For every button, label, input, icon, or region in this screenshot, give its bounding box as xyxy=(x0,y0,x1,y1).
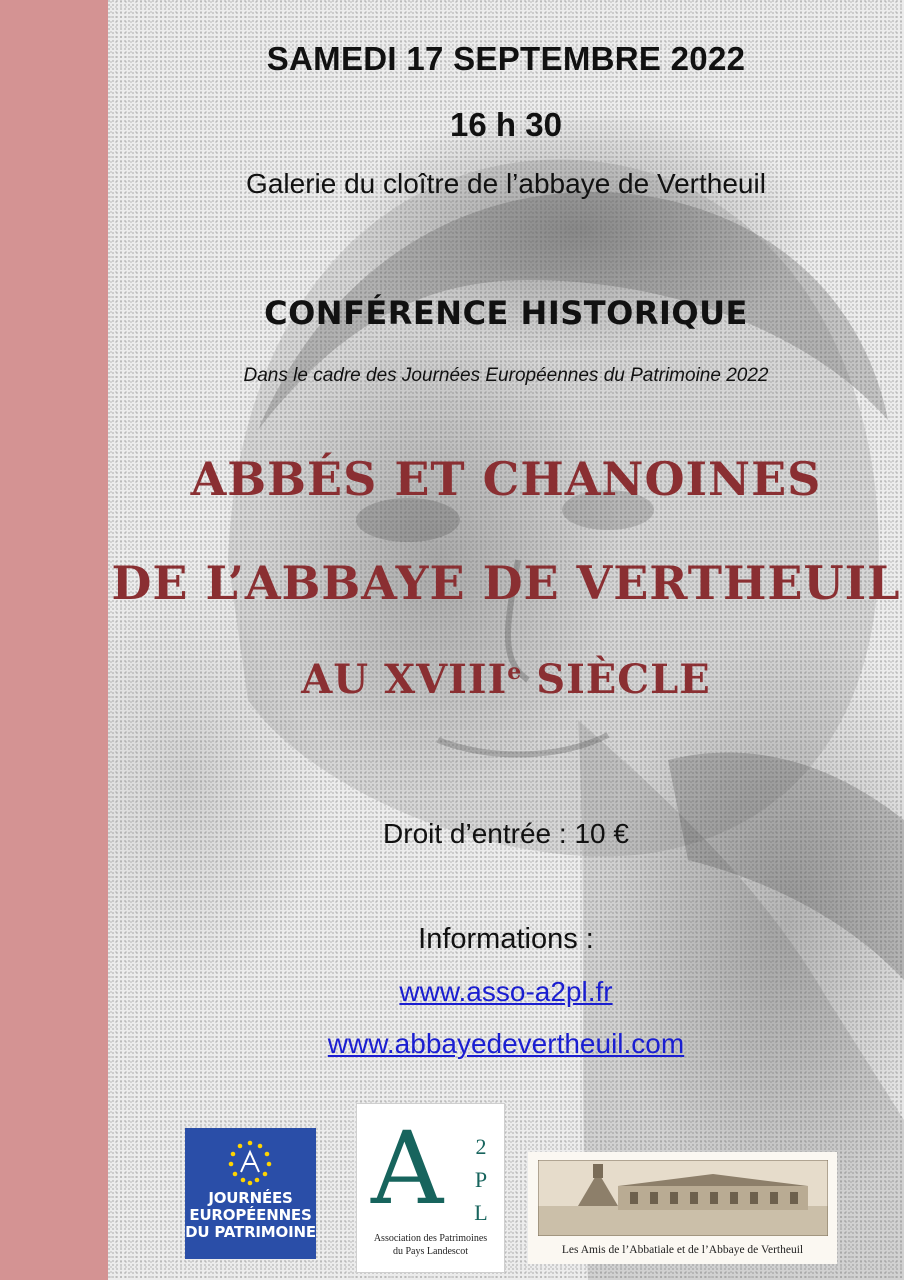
title-line-3-prefix: AU XVIII xyxy=(301,656,508,703)
link-row-2 xyxy=(108,1028,904,1060)
admission-price: Droit d’entrée : 10 € xyxy=(383,818,629,849)
jep-line-1: JOURNÉES xyxy=(208,1189,293,1207)
amis-abbaye-logo xyxy=(528,1152,837,1264)
title-line-3-superscript: e xyxy=(507,659,522,685)
jep-logo xyxy=(185,1128,316,1259)
a2pl-stack-2: P xyxy=(474,1167,488,1192)
side-color-band xyxy=(0,0,108,1280)
poster xyxy=(108,0,904,1280)
a2pl-logo xyxy=(356,1103,505,1273)
conference-heading: CONFÉRENCE HISTORIQUE xyxy=(264,294,748,332)
event-time: 16 h 30 xyxy=(450,106,562,143)
a2pl-caption-2: du Pays Landescot xyxy=(393,1246,468,1257)
title-line-2: DE L’ABBAYE DE VERTHEUIL xyxy=(111,556,901,610)
abbey-building-icon xyxy=(538,1160,828,1236)
conference-context: Dans le cadre des Journées Européennes du Patrimoine 2022 xyxy=(243,365,769,386)
a2pl-stack xyxy=(471,1130,491,1229)
a2pl-caption xyxy=(357,1232,504,1258)
amis-caption: Les Amis de l’Abbatiale et de l’Abbaye de Vertheuil xyxy=(561,1244,804,1256)
jep-logo-text xyxy=(185,1190,316,1241)
jep-line-2: EUROPÉENNES xyxy=(189,1206,312,1224)
title-line-3-suffix: SIÈCLE xyxy=(521,656,711,703)
event-venue: Galerie du cloître de l’abbaye de Vertheuil xyxy=(246,168,766,199)
link-asso-a2pl[interactable]: www.asso-a2pl.fr xyxy=(399,976,613,1007)
link-row-1 xyxy=(108,976,904,1008)
a2pl-stack-1: 2 xyxy=(475,1134,487,1159)
a2pl-stack-3: L xyxy=(474,1200,488,1225)
link-abbaye-vertheuil[interactable]: www.abbayedevertheuil.com xyxy=(327,1028,685,1059)
event-date: SAMEDI 17 SEPTEMBRE 2022 xyxy=(266,40,746,77)
title-line-3 xyxy=(108,656,904,703)
jep-line-3: DU PATRIMOINE xyxy=(185,1223,316,1241)
eu-stars-icon xyxy=(223,1138,277,1186)
a2pl-caption-1: Association des Patrimoines xyxy=(373,1233,488,1244)
title-line-1: ABBÉS ET CHANOINES xyxy=(190,452,822,506)
information-label: Informations : xyxy=(418,923,594,955)
a2pl-letter: A xyxy=(371,1110,444,1227)
